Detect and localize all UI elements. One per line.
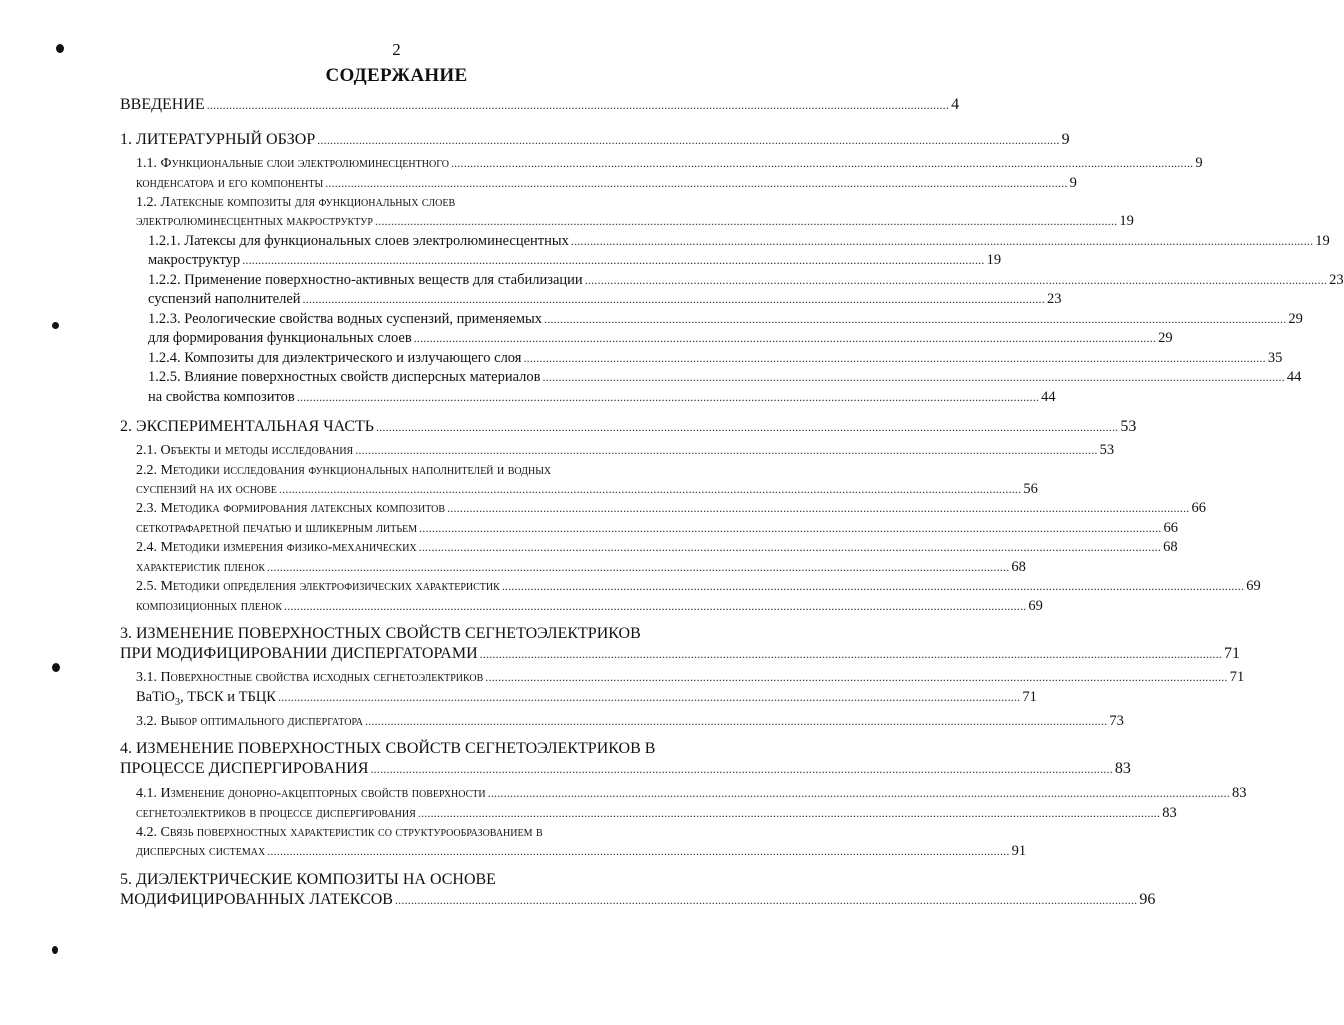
table-of-contents: [120, 94, 1344, 910]
toc-entry-2-2-cont[interactable]: суспензий на их основе ..... 56: [136, 480, 723, 500]
toc-entry-1-2-2-cont[interactable]: суспензий наполнителей ..... 23: [148, 290, 723, 310]
toc-entry-2-3-cont[interactable]: сеткотрафаретной печатью и шликерным литьем ..... 66: [136, 519, 723, 539]
chapter-1-subsections: [120, 154, 1344, 407]
toc-entry-chapter-3-cont[interactable]: ПРИ МОДИФИЦИРОВАНИИ ДИСПЕРГАТОРАМИ ..... 71: [120, 644, 723, 664]
punch-hole-mark: [56, 44, 64, 53]
toc-entry-4-2[interactable]: 4.2. Связь поверхностных характеристик со структурообразованием в: [136, 825, 543, 841]
toc-entry-2-5-cont[interactable]: композиционных пленок ..... 69: [136, 597, 723, 617]
toc-entry-chapter-4[interactable]: 4. ИЗМЕНЕНИЕ ПОВЕРХНОСТНЫХ СВОЙСТВ СЕГНЕТОЭЛЕКТРИКОВ В: [120, 740, 656, 758]
toc-entry-1-2-1-cont[interactable]: макроструктур ..... 19: [148, 251, 723, 271]
toc-entry-2-2[interactable]: 2.2. Методики исследования функциональных наполнителей и водных: [136, 462, 552, 478]
punch-hole-mark: [52, 322, 59, 329]
page-title: СОДЕРЖАНИЕ: [325, 65, 468, 86]
punch-hole-mark: [52, 663, 60, 672]
toc-entry-2-1[interactable]: 2.1. Объекты и методы исследования ..... 53: [136, 441, 723, 461]
toc-entry-1-2-3-cont[interactable]: для формирования функциональных слоев ..... 29: [148, 329, 723, 349]
page-number: 2: [392, 40, 401, 59]
section-1-2-subsections: [136, 232, 1344, 408]
toc-entry-4-2-cont[interactable]: дисперсных системах ..... 91: [136, 842, 723, 862]
toc-entry-intro[interactable]: ВВЕДЕНИЕ ..... 4: [120, 95, 723, 115]
toc-entry-2-3[interactable]: 2.3. Методика формирования латексных композитов ..... 66: [136, 499, 723, 519]
toc-entry-4-1-cont[interactable]: сегнетоэлектриков в процессе диспергирования ..... 83: [136, 804, 723, 824]
chapter-4-subsections: [120, 784, 1247, 862]
toc-entry-chapter-5[interactable]: 5. ДИЭЛЕКТРИЧЕСКИЕ КОМПОЗИТЫ НА ОСНОВЕ: [120, 870, 496, 888]
toc-entry-1-2-1[interactable]: 1.2.1. Латексы для функциональных слоев электролюминесцентных ..... 19: [148, 232, 723, 252]
toc-entry-1-2-3[interactable]: 1.2.3. Реологические свойства водных суспензий, применяемых ..... 29: [148, 310, 723, 330]
toc-entry-chapter-4-cont[interactable]: ПРОЦЕССЕ ДИСПЕРГИРОВАНИЯ ..... 83: [120, 759, 723, 779]
toc-entry-3-1[interactable]: 3.1. Поверхностные свойства исходных сегнетоэлектриков ..... 71: [136, 668, 723, 688]
toc-entry-1-1-cont[interactable]: конденсатора и его компоненты ..... 9: [136, 174, 723, 194]
toc-entry-3-2[interactable]: 3.2. Выбор оптимального диспергатора ..... 73: [136, 712, 723, 732]
punch-hole-mark: [52, 946, 58, 954]
toc-entry-1-1[interactable]: 1.1. Функциональные слои электролюминесцентного ..... 9: [136, 154, 723, 174]
toc-entry-1-2-5[interactable]: 1.2.5. Влияние поверхностных свойств дисперсных материалов ..... 44: [148, 368, 723, 388]
chapter-2-subsections: [120, 441, 1261, 616]
toc-entry-3-1-cont[interactable]: BaTiO$_3$, ТБСК и ТБЦК ..... 71: [136, 688, 723, 712]
toc-entry-2-5[interactable]: 2.5. Методики определения электрофизических характеристик ..... 69: [136, 577, 723, 597]
toc-entry-1-2-cont[interactable]: электролюминесцентных макроструктур ..... 19: [136, 212, 723, 232]
toc-entry-2-4-cont[interactable]: характеристик пленок ..... 68: [136, 558, 723, 578]
toc-entry-4-1[interactable]: 4.1. Изменение донорно-акцепторных свойств поверхности ..... 83: [136, 784, 723, 804]
toc-entry-chapter-2[interactable]: 2. ЭКСПЕРИМЕНТАЛЬНАЯ ЧАСТЬ ..... 53: [120, 417, 723, 437]
toc-entry-1-2-5-cont[interactable]: на свойства композитов ..... 44: [148, 388, 723, 408]
toc-entry-chapter-3[interactable]: 3. ИЗМЕНЕНИЕ ПОВЕРХНОСТНЫХ СВОЙСТВ СЕГНЕТОЭЛЕКТРИКОВ: [120, 625, 641, 642]
toc-entry-2-4[interactable]: 2.4. Методики измерения физико-механических ..... 68: [136, 538, 723, 558]
toc-entry-1-2-4[interactable]: 1.2.4. Композиты для диэлектрического и излучающего слоя ..... 35: [148, 349, 723, 369]
chapter-3-subsections: [120, 668, 1245, 731]
toc-entry-1-2[interactable]: 1.2. Латексные композиты для функциональных слоев: [136, 195, 456, 210]
toc-entry-chapter-5-cont[interactable]: МОДИФИЦИРОВАННЫХ ЛАТЕКСОВ ..... 96: [120, 890, 723, 910]
toc-entry-1-2-2[interactable]: 1.2.2. Применение поверхностно-активных веществ для стабилизации ..... 23: [148, 271, 723, 291]
toc-entry-chapter-1[interactable]: 1. ЛИТЕРАТУРНЫЙ ОБЗОР ..... 9: [120, 130, 723, 150]
